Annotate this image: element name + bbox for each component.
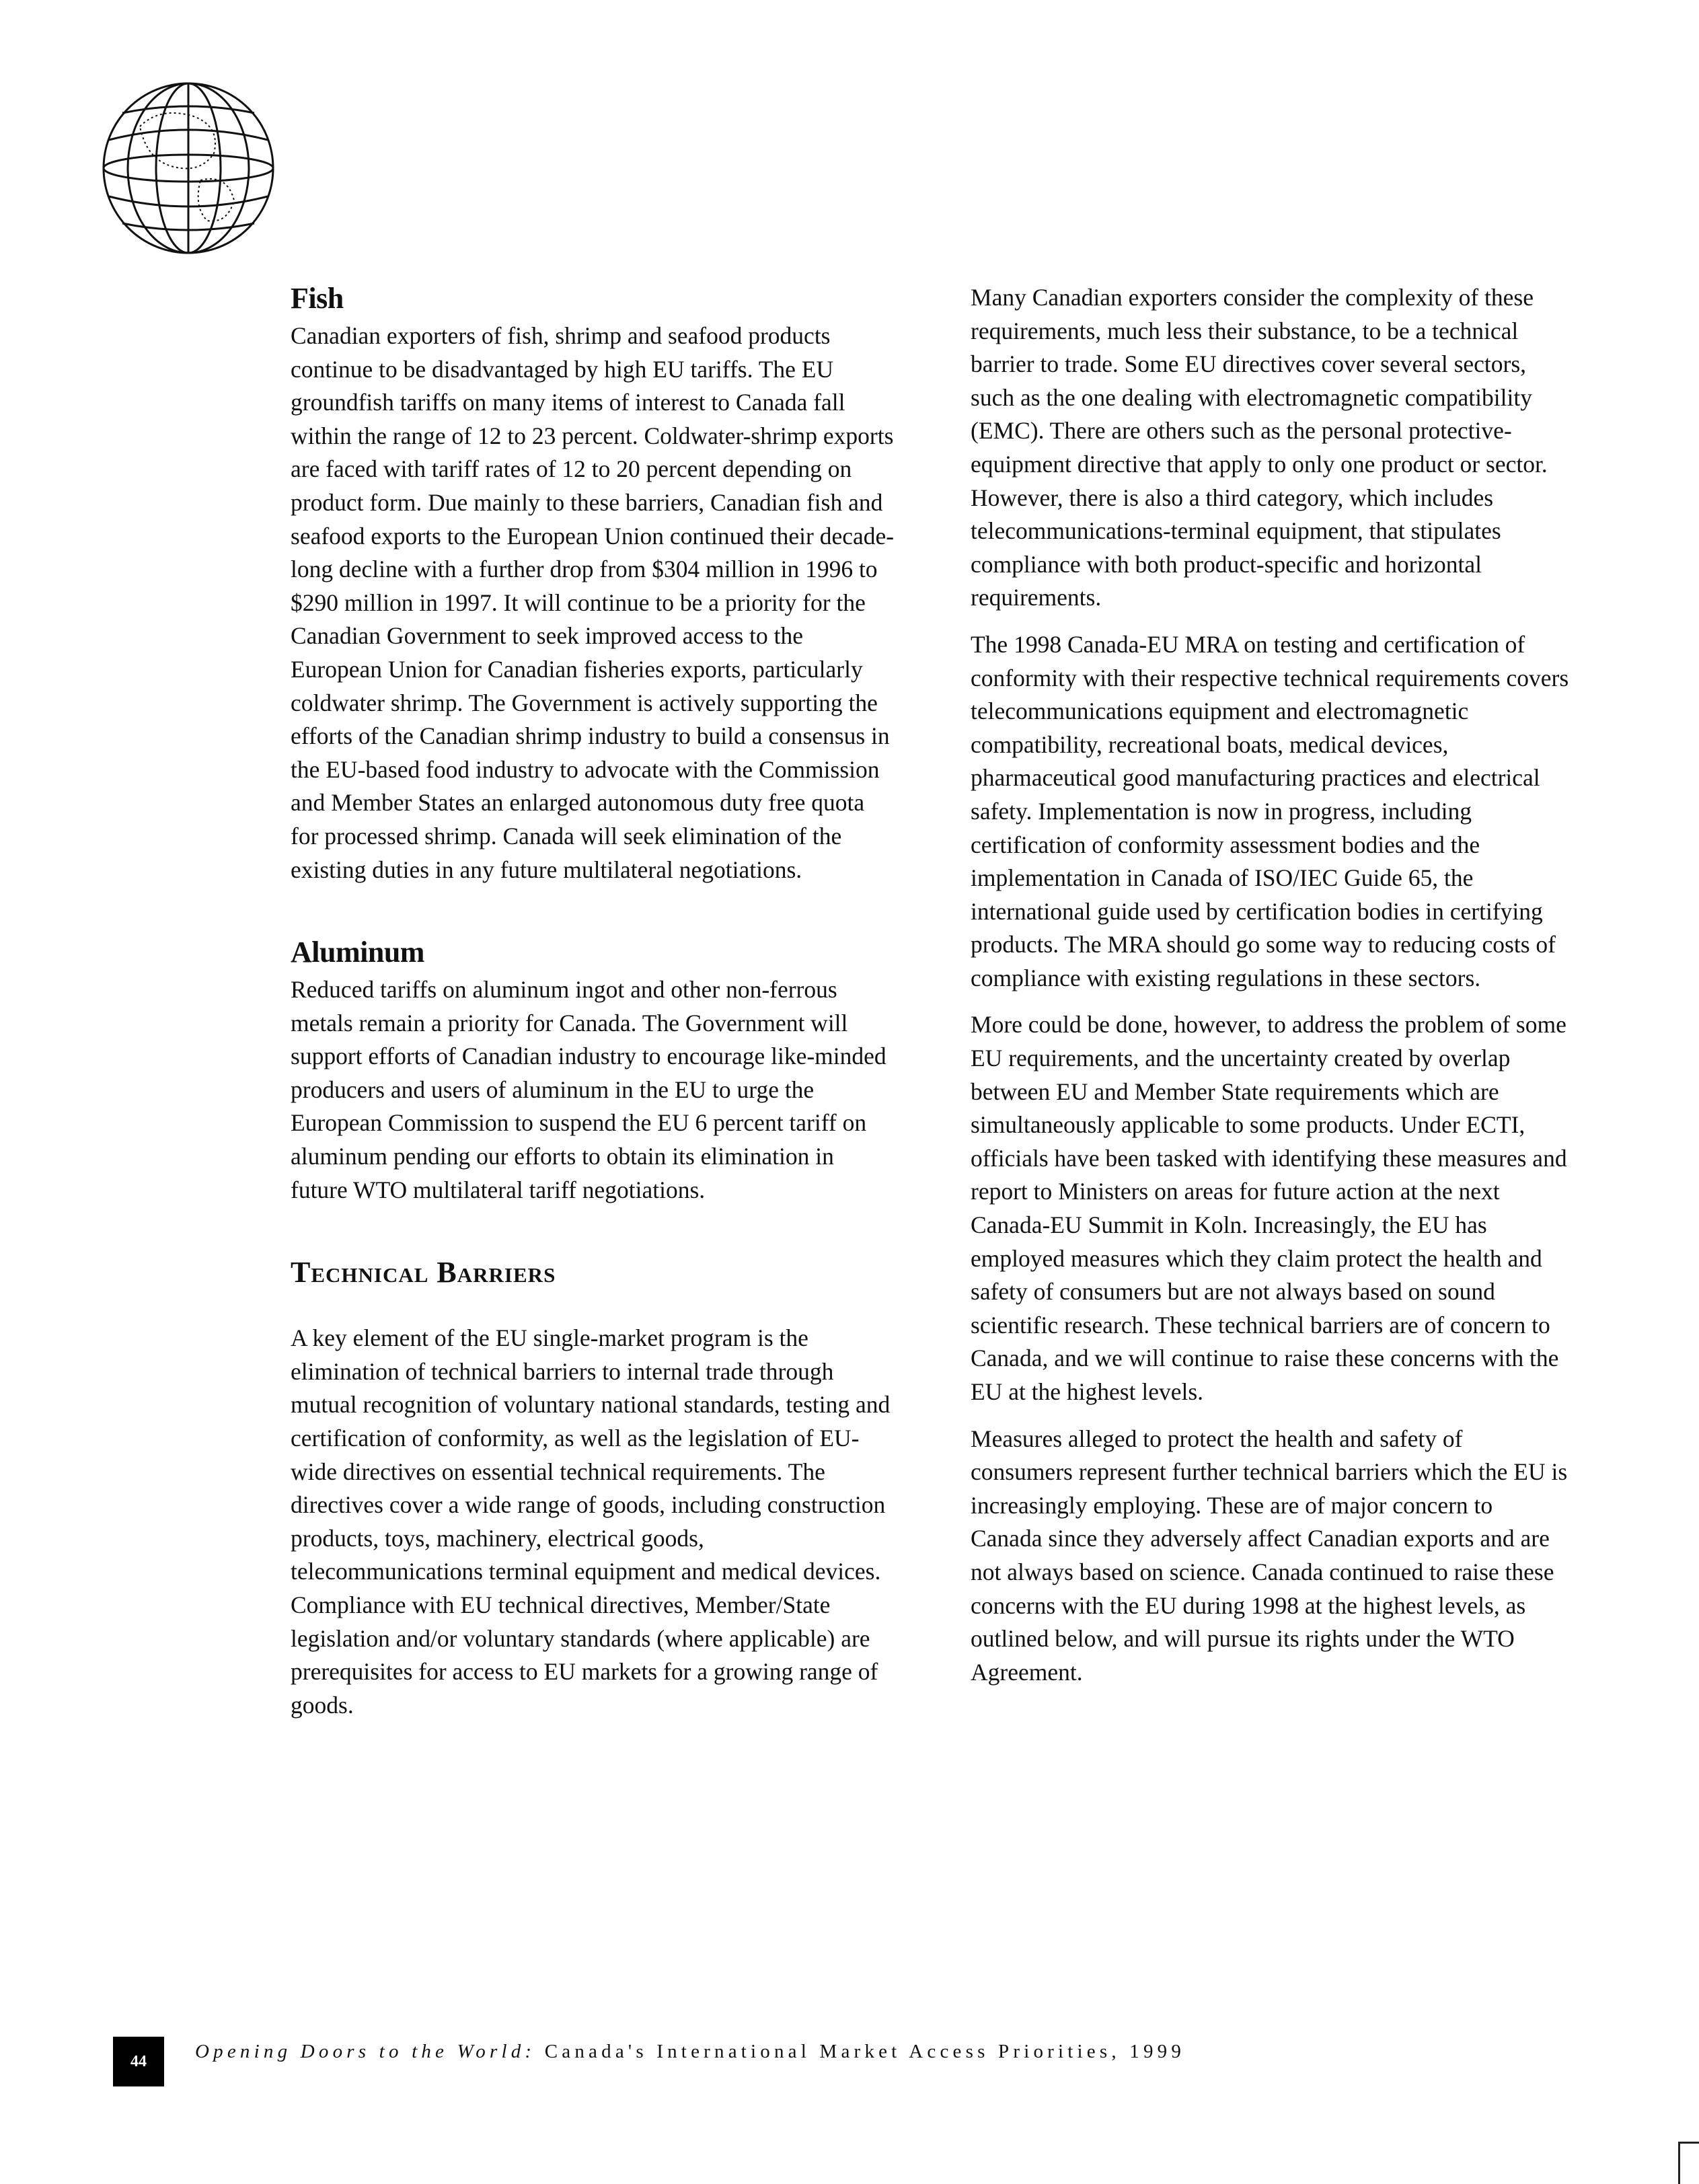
technical-barriers-heading: Technical Barriers	[291, 1256, 556, 1289]
technical-barriers-paragraph: A key element of the EU single-market program is the elimination of technical barriers to internal trade through mutual recognition of voluntary national standards, testing and certification of conformity, as well as the legislation of EU-wide directives on essential technical requirements. The directives cover a wide range of goods, including construction products, toys, machinery, electrical goods, telecommunications terminal equipment and medical devices. Compliance with EU technical directives, Member/State legislation and/or voluntary standards (where applicable) are prerequisites for access to EU markets for a growing range of goods.	[291, 1324, 891, 1719]
footer-title-italic: Opening Doors to the World:	[195, 2041, 536, 2062]
fish-heading: Fish	[291, 282, 344, 315]
page-edge-mark	[1678, 2142, 1699, 2184]
mra-paragraph: The 1998 Canada-EU MRA on testing and certification of conformity with their respective technical requirements covers telecommunications equipment and electromagnetic compatibility, recreational boats, medical devices, pharmaceutical good manufacturing practices and electrical safety. Implementation is now in progress, including certification of conformity assessment bodies and the implementation in Canada of ISO/IEC Guide 65, the international guide used by certification bodies in certifying products. The MRA should go some way to reducing costs of compliance with existing regulations in these sectors.	[971, 630, 1569, 991]
globe-icon	[100, 79, 277, 257]
left-column	[291, 281, 896, 1735]
complexity-paragraph: Many Canadian exporters consider the complexity of these requirements, much less their substance, to be a technical barrier to trade. Some EU directives cover several sectors, such as the one dealing with electromagnetic compatibility (EMC). There are others such as the personal protective-equipment directive that apply to only one product or sector. However, there is also a third category, which includes telecommunications-terminal equipment, that stipulates compliance with both product-specific and horizontal requirements.	[971, 284, 1548, 611]
right-column	[971, 281, 1569, 1702]
aluminum-paragraph: Reduced tariffs on aluminum ingot and other non-ferrous metals remain a priority for Canada. The Government will support efforts of Canadian industry to encourage like-minded producers and users of aluminum in the EU to urge the European Commission to suspend the EU 6 percent tariff on aluminum pending our efforts to obtain its elimination in future WTO multilateral tariff negotiations.	[291, 976, 886, 1203]
health-safety-paragraph: Measures alleged to protect the health and safety of consumers represent further technical barriers which the EU is increasingly employing. These are of major concern to Canada since they adversely affect Canadian exports and are not always based on science. Canada continued to raise these concerns with the EU during 1998 at the highest levels, as outlined below, and will pursue its rights under the WTO Agreement.	[971, 1425, 1568, 1686]
page-number: 44	[113, 2037, 164, 2086]
footer-title	[195, 2041, 1185, 2063]
footer-title-rest: Canada's International Market Access Priorities, 1999	[535, 2041, 1186, 2062]
fish-paragraph: Canadian exporters of fish, shrimp and seafood products continue to be disadvantaged by high EU tariffs. The EU groundfish tariffs on many items of interest to Canada fall within the range of 12 to 23 percent. Coldwater-shrimp exports are faced with tariff rates of 12 to 20 percent depending on product form. Due mainly to these barriers, Canadian fish and seafood exports to the European Union continued their decade-long decline with a further drop from $304 million in 1996 to $290 million in 1997. It will continue to be a priority for the Canadian Government to seek improved access to the European Union for Canadian fisheries exports, particularly coldwater shrimp. The Government is actively supporting the efforts of the Canadian shrimp industry to build a consensus in the EU-based food industry to advocate with the Commission and Member States an enlarged autonomous duty free quota for processed shrimp. Canada will seek elimination of the existing duties in any future multilateral negotiations.	[291, 322, 895, 883]
page-footer	[113, 2037, 1593, 2086]
ecti-paragraph: More could be done, however, to address the problem of some EU requirements, and the uncertainty created by overlap between EU and Member State requirements which are simultaneously applicable to some products. Under ECTI, officials have been tasked with identifying these measures and report to Ministers on areas for future action at the next Canada-EU Summit in Koln. Increasingly, the EU has employed measures which they claim protect the health and safety of consumers but are not always based on sound scientific research. These technical barriers are of concern to Canada, and we will continue to raise these concerns with the EU at the highest levels.	[971, 1011, 1567, 1405]
aluminum-heading: Aluminum	[291, 936, 424, 969]
